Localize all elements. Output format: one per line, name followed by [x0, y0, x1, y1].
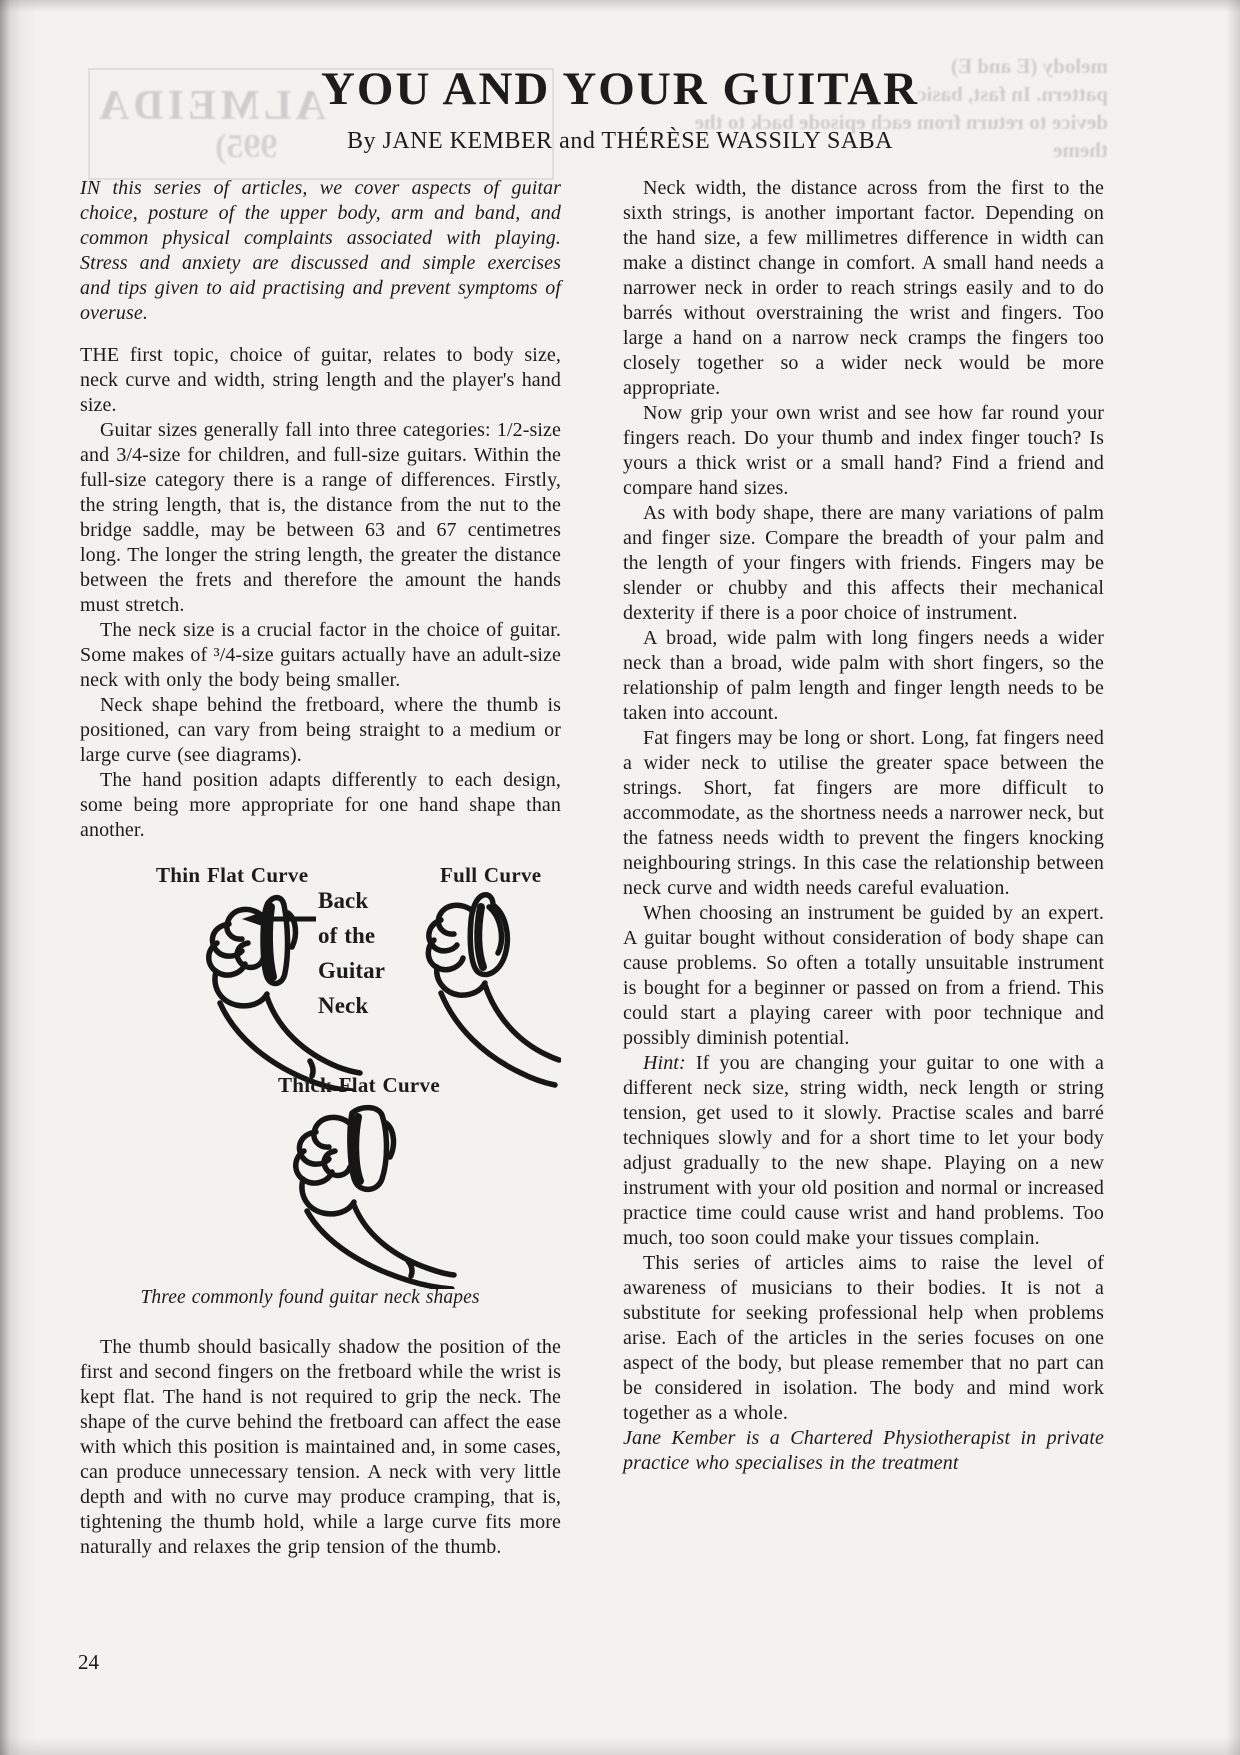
left-arrow-icon — [236, 907, 320, 931]
bleedthrough-year: 995) — [215, 128, 278, 165]
back-of-neck-annotation: Back of the Guitar Neck — [318, 888, 386, 1018]
body-paragraph: THE first topic, choice of guitar, relates to body size, neck curve and width, string length and the player's hand size. — [80, 344, 561, 416]
body-paragraph: The thumb should basically shadow the position of the first and second fingers on the fretboard while the wrist is kept flat. The hand is not required to grip the neck. The shape of the curve behind the fretboard can affect the ease with which this position is maintained and, in some cases, can produce unnecessary tension. A neck with very little depth and with no curve may produce cramping, that is, tightening the thumb hold, while a large curve fits more naturally and relaxes the grip tension of the thumb. — [80, 1336, 561, 1558]
body-paragraph: Guitar sizes generally fall into three categories: 1/2-size and 3/4-size for children, and full-size guitars. Within the full-size category there is a range of differences. Firstly, the string length, that is, the distance from the nut to the bridge saddle, may be between 63 and 67 centimetres long. The longer the string length, the greater the distance between the frets and therefore the amount the hands must stretch. — [80, 419, 561, 616]
body-paragraph: The hand position adapts differently to each design, some being more appropriate for one hand shape than another. — [80, 769, 561, 841]
full-curve-label: Full Curve — [440, 863, 542, 887]
author-note: Jane Kember is a Chartered Physiotherapist in private practice who specialises in the treatment — [623, 1427, 1104, 1474]
page-title: YOU AND YOUR GUITAR — [320, 63, 920, 115]
bleedthrough-text: melody (E and E) pattern. In fast, basic device to return from each episode back to the theme — [694, 54, 1108, 162]
intro-paragraph: IN this series of articles, we cover aspects of guitar choice, posture of the upper body, arm and band, and common physical complaints associated with playing. Stress and anxiety are discussed and simple exercises and tips given to aid practising and prevent symptoms of overuse. — [80, 177, 561, 324]
thin-flat-curve-label: Thin Flat Curve — [156, 863, 309, 887]
bleedthrough-title: ALMEIDA — [95, 83, 327, 129]
thick-flat-curve-label: Thick Flat Curve — [278, 1073, 440, 1097]
body-paragraph: As with body shape, there are many variations of palm and finger size. Compare the breadth of your palm and the length of your fingers with friends. Fingers may be slender or chubby and this affects their mechanical dexterity if there is a poor choice of instrument. — [623, 502, 1104, 624]
hand-thick-flat-curve-illustration — [240, 1103, 520, 1289]
body-paragraph: Neck shape behind the fretboard, where the thumb is positioned, can vary from being straight to a medium or large curve (see diagrams). — [80, 694, 561, 766]
left-column — [80, 176, 561, 1560]
body-paragraph: Fat fingers may be long or short. Long, fat fingers need a wider neck to utilise the greater space between the strings. Short, fat fingers are more difficult to accommodate, as the shortness needs a narrower neck, but the fatness needs width to prevent the fingers knocking neighbouring strings. In this case the relationship between neck curve and width needs careful evaluation. — [623, 727, 1104, 899]
hand-full-curve-illustration — [425, 889, 561, 1101]
body-paragraph: A broad, wide palm with long fingers needs a wider neck than a broad, wide palm with short fingers, so the relationship of palm length and finger length needs to be taken into account. — [623, 627, 1104, 724]
right-column — [623, 176, 1104, 1476]
page-number: 24 — [78, 1650, 99, 1674]
byline: By JANE KEMBER and THÉRÈSE WASSILY SABA — [346, 128, 894, 154]
body-paragraph: Now grip your own wrist and see how far round your fingers reach. Do your thumb and index finger touch? Is yours a thick wrist or a small hand? Find a friend and compare hand sizes. — [623, 402, 1104, 499]
body-paragraph: The neck size is a crucial factor in the choice of guitar. Some makes of ³/4-size guitars actually have an adult-size neck with only the body being smaller. — [80, 619, 561, 691]
neck-shapes-diagram — [80, 851, 561, 1323]
hint-label: Hint: — [643, 1052, 686, 1074]
hint-paragraph: Hint: If you are changing your guitar to one with a different neck size, string width, neck length or string tension, get used to it slowly. Practise scales and barré techniques slowly and for a short time to let your body adjust gradually to the new shape. Playing on a new instrument with your old position and normal or increased practice time could cause wrist and hand problems. Too much, too soon could make your tissues complain. — [623, 1052, 1104, 1249]
body-paragraph: When choosing an instrument be guided by an expert. A guitar bought without consideration of body shape can cause problems. So often a totally unsuitable instrument is bought for a beginner or passed on from a friend. This could start a playing career with poor technique and possibly diminish potential. — [623, 902, 1104, 1049]
body-paragraph: This series of articles aims to raise the level of awareness of musicians to their bodies. It is not a substitute for seeking professional help when problems arise. Each of the articles in the series focuses on one aspect of the body, but please remember that no part can be considered in isolation. The body and mind work together as a whole. — [623, 1252, 1104, 1424]
body-paragraph: Neck width, the distance across from the first to the sixth strings, is another important factor. Depending on the hand size, a few millimetres difference in width can make a distinct change in comfort. A small hand needs a narrower neck in order to reach strings easily and to do barrés without overstraining the wrist and fingers. Too large a hand on a narrow neck cramps the fingers too closely together so a wider neck would be more appropriate. — [623, 177, 1104, 399]
diagram-caption: Three commonly found guitar neck shapes — [140, 1287, 480, 1308]
